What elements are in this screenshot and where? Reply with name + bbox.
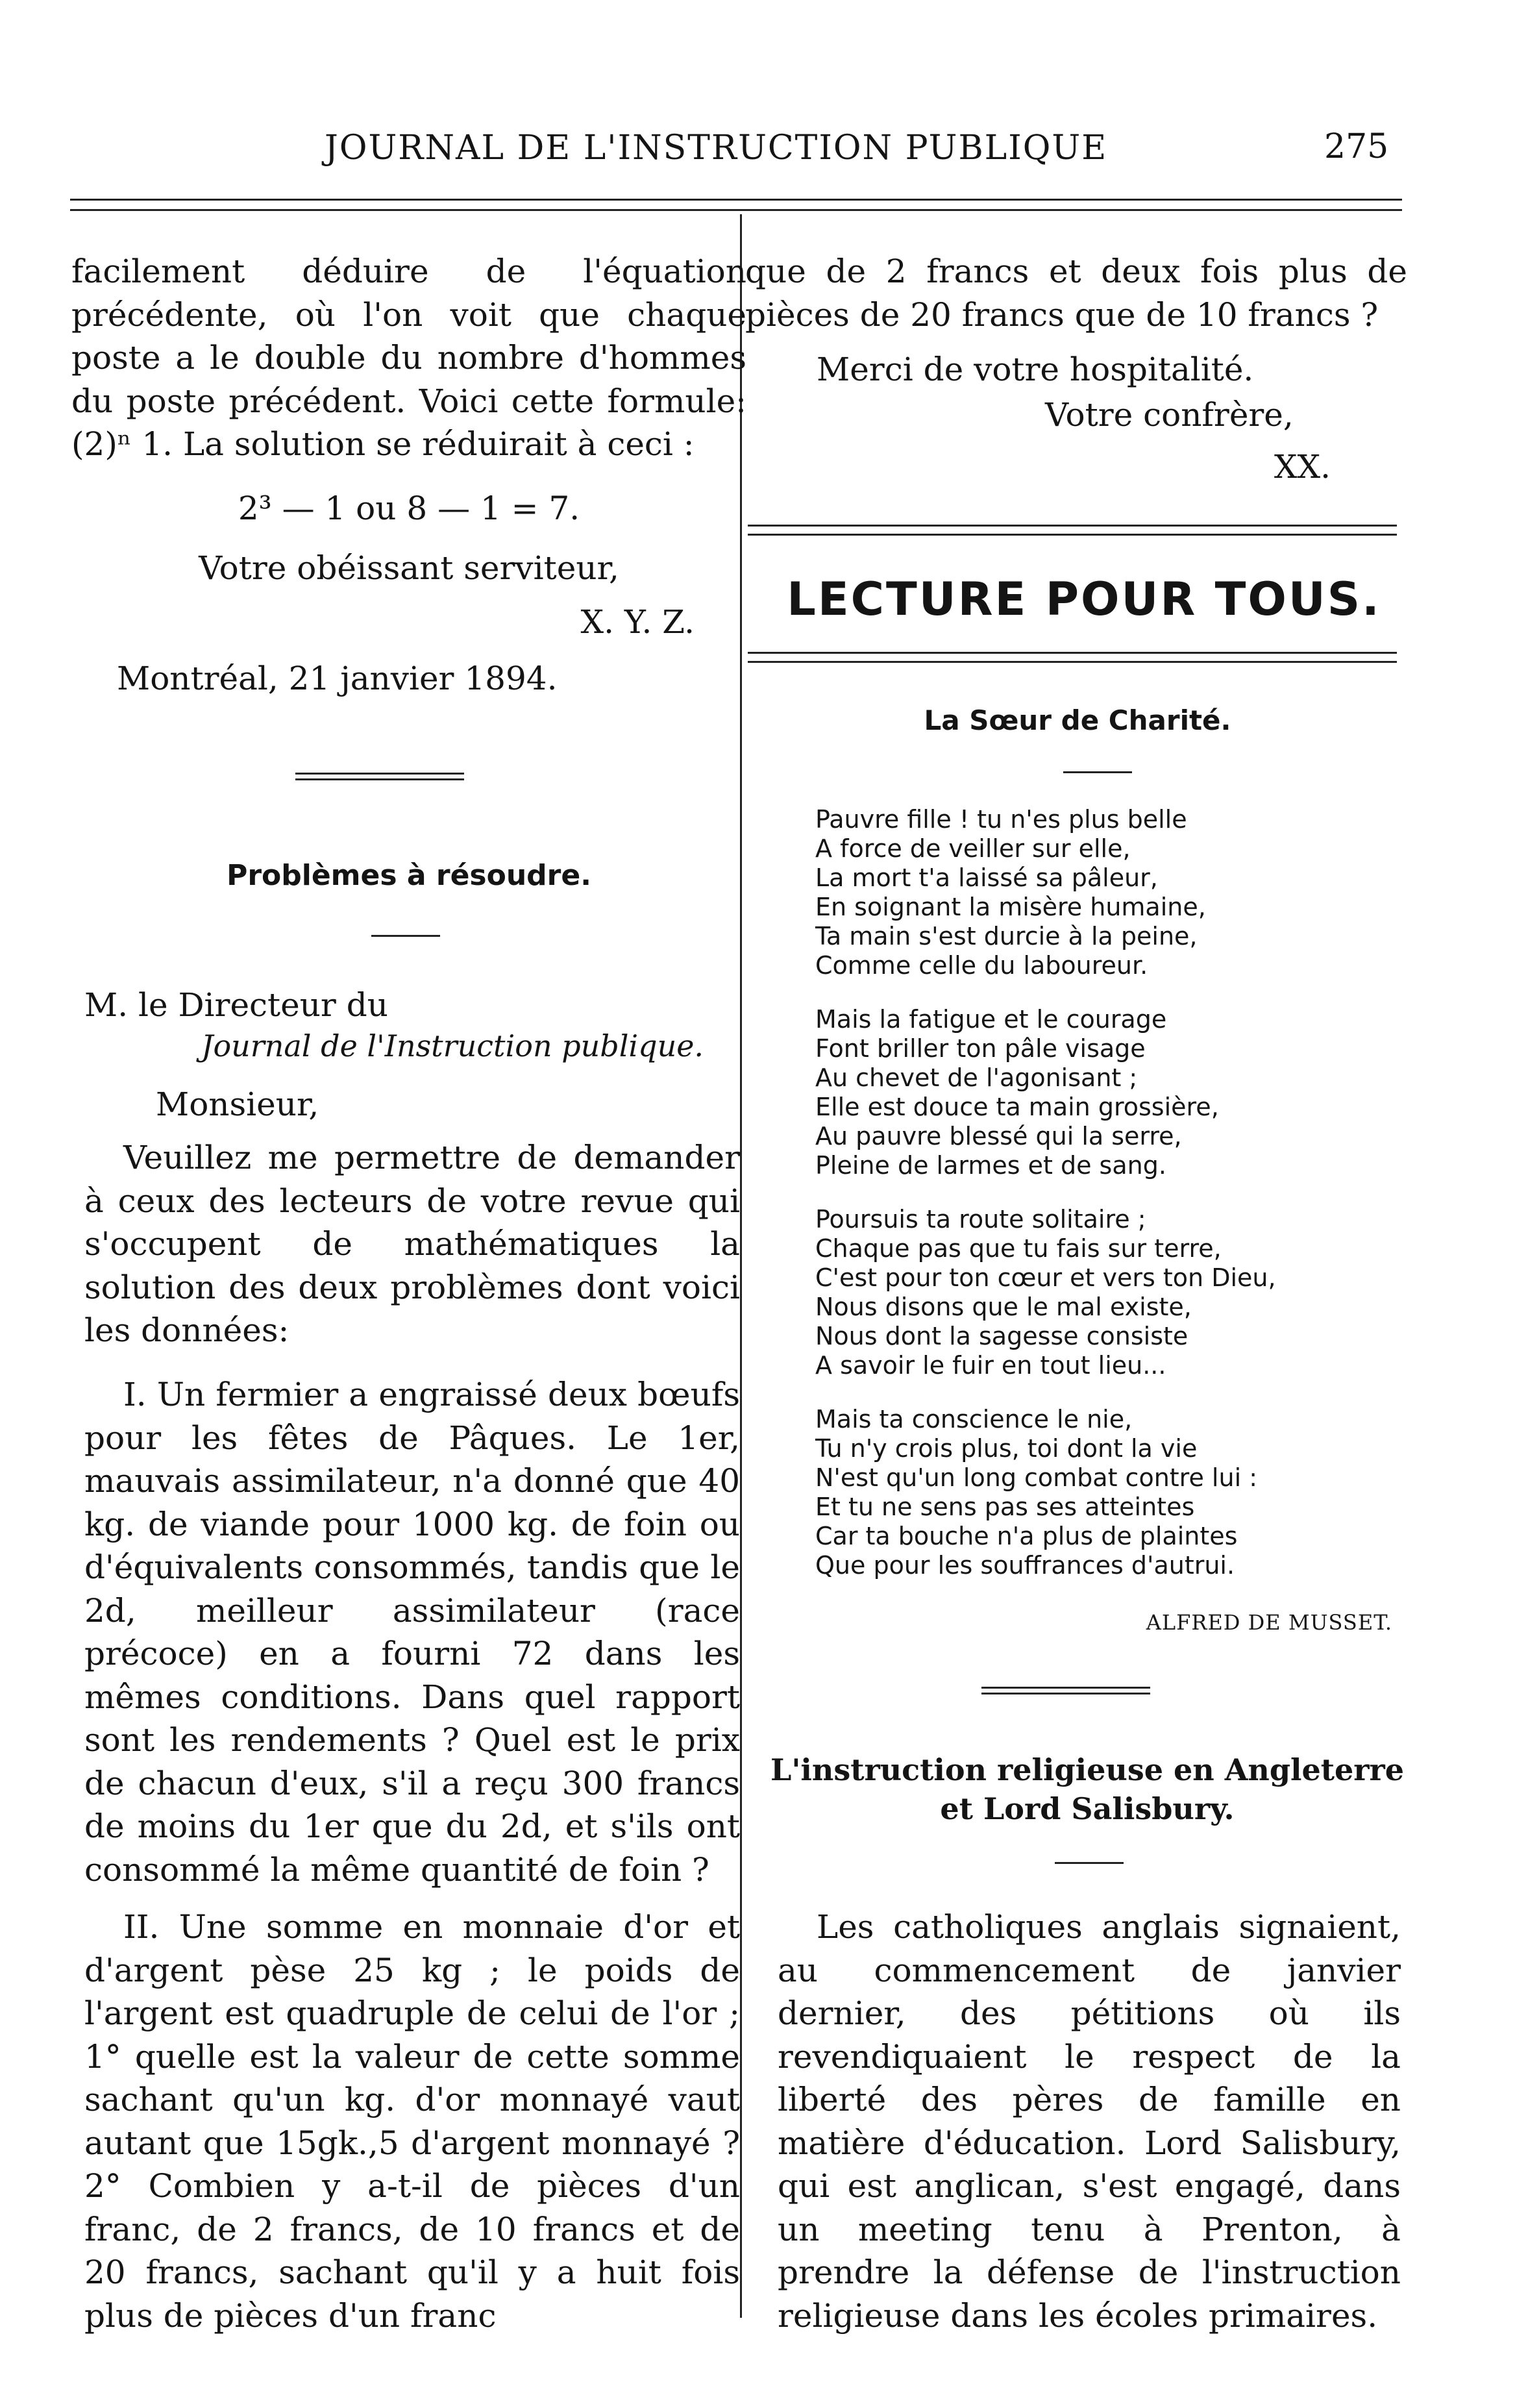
poem-stanza-2 (815, 1005, 1399, 1180)
poem-title: La Sœur de Charité. (924, 704, 1231, 736)
poem-line: Au pauvre blessé qui la serre, (815, 1122, 1182, 1150)
poem-line: Car ta bouche n'a plus de plaintes (815, 1522, 1238, 1550)
separator-left-1 (295, 773, 464, 780)
thanks: Merci de votre hospitalité. (817, 351, 1254, 388)
poem-stanza-3 (815, 1205, 1399, 1380)
poem-line: C'est pour ton cœur et vers ton Dieu, (815, 1263, 1276, 1292)
closing-right: Votre confrère, (1045, 396, 1294, 434)
lecture-rule-top-2 (748, 534, 1397, 536)
poem-line: A force de veiller sur elle, (815, 834, 1131, 863)
formula: 2³ — 1 ou 8 — 1 = 7. (238, 490, 580, 527)
problem-1: I. Un fermier a engraissé deux bœufs pour les fêtes de Pâques. Le 1er, mauvais assimilateur, n'a donné que 40 kg. de viande pour 1000 kg. de foin ou d'équivalents consommés, tandis que le 2d, meilleur assimilateur (race précoce) en a fourni 72 dans les mêmes conditions. Dans quel rapport sont les rendements ? Quel est le prix de chacun d'eux, s'il a reçu 300 francs de moins du 1er que du 2d, et s'ils ont consommé la même quantité de foin ? (84, 1376, 740, 1889)
poem-line: Nous disons que le mal existe, (815, 1293, 1192, 1321)
signature-left: X. Y. Z. (580, 603, 695, 641)
signature-right: XX. (1274, 448, 1331, 486)
section-title-lecture: LECTURE POUR TOUS. (787, 573, 1381, 626)
poem-line: N'est qu'un long combat contre lui : (815, 1463, 1258, 1492)
header-rule-top (70, 199, 1402, 201)
poem-line: Pleine de larmes et de sang. (815, 1151, 1166, 1180)
address-line1: M. le Directeur du (84, 986, 388, 1024)
poem-title-dash (1063, 771, 1132, 773)
problem-2: II. Une somme en monnaie d'or et d'argent pèse 25 kg ; le poids de l'argent est quadruple de celui de l'or ; 1° quelle est la valeur de cette somme sachant qu'un kg. d'or monnayé vaut autant que 15gk.,5 d'argent monnayé ? 2° Combien y a-t-il de pièces d'un franc, de 2 francs, de 10 francs et de 20 francs, sachant qu'il y a huit fois plus de pièces d'un franc (84, 1908, 740, 2335)
poem-line: Mais la fatigue et le courage (815, 1005, 1167, 1034)
page-number: 275 (1324, 127, 1389, 166)
poem-author: ALFRED DE MUSSET. (1146, 1610, 1392, 1635)
poem-line: Chaque pas que tu fais sur terre, (815, 1234, 1222, 1263)
problems-heading: Problèmes à résoudre. (227, 859, 591, 892)
problems-dash (371, 935, 440, 937)
lecture-rule-bottom-1 (748, 652, 1397, 654)
poem-line: Nous dont la sagesse consiste (815, 1322, 1189, 1350)
place-date: Montréal, 21 janvier 1894. (117, 660, 558, 697)
separator-right-1 (981, 1687, 1150, 1694)
poem-line: Mais ta conscience le nie, (815, 1405, 1133, 1434)
left-continuation (71, 250, 746, 466)
right-continuation: que de 2 francs et deux fois plus de pièces de 20 francs que de 10 francs ? (745, 253, 1407, 334)
intro-paragraph: Veuillez me permettre de demander à ceux des lecteurs de votre revue qui s'occupent de mathématiques la solution des deux problèmes dont voici les données: (84, 1139, 740, 1349)
poem-line: La mort t'a laissé sa pâleur, (815, 863, 1158, 892)
poem-line: Au chevet de l'agonisant ; (815, 1063, 1138, 1092)
lecture-rule-bottom-2 (748, 661, 1397, 663)
poem-line: Ta main s'est durcie à la peine, (815, 922, 1198, 950)
poem-line: Font briller ton pâle visage (815, 1034, 1146, 1063)
poem-line: Que pour les souffrances d'autrui. (815, 1551, 1235, 1580)
poem-stanza-1 (815, 805, 1399, 980)
continuation-paragraph: facilement déduire de l'équation précédente, où l'on voit que chaque poste a le double du nombre d'hommes du poste précédent. Voici cette formule: (2)ⁿ 1. La solution se réduirait à ceci : (71, 253, 746, 463)
poem-line: Comme celle du laboureur. (815, 951, 1148, 980)
poem-line: Et tu ne sens pas ses atteintes (815, 1493, 1195, 1521)
article-title-dash (1055, 1862, 1124, 1864)
poem-stanza-4 (815, 1405, 1399, 1580)
address-line2: Journal de l'Instruction publique. (201, 1028, 704, 1063)
article-title: L'instruction religieuse en Angleterre et Lord Salisbury. (770, 1752, 1405, 1826)
poem-line: Elle est douce ta main grossière, (815, 1093, 1219, 1121)
lecture-rule-top-1 (748, 525, 1397, 527)
closing-left: Votre obéissant serviteur, (199, 549, 619, 587)
poem (815, 805, 1399, 1605)
article-body: Les catholiques anglais signaient, au commencement de janvier dernier, des pétitions où ils revendiquaient le respect de la liberté des pères de famille en matière d'éducation. Lord Salisbury, qui est anglican, s'est engagé, dans un meeting tenu à Prenton, à prendre la défense de l'instruction religieuse dans les écoles primaires. (778, 1908, 1401, 2335)
poem-line: Poursuis ta route solitaire ; (815, 1205, 1146, 1234)
poem-line: En soignant la misère humaine, (815, 893, 1206, 921)
poem-line: Pauvre fille ! tu n'es plus belle (815, 805, 1187, 834)
salutation: Monsieur, (156, 1086, 319, 1123)
poem-line: A savoir le fuir en tout lieu... (815, 1351, 1166, 1380)
poem-line: Tu n'y crois plus, toi dont la vie (815, 1434, 1198, 1463)
header-rule-bottom (70, 209, 1402, 211)
running-title: JOURNAL DE L'INSTRUCTION PUBLIQUE (325, 129, 1108, 168)
